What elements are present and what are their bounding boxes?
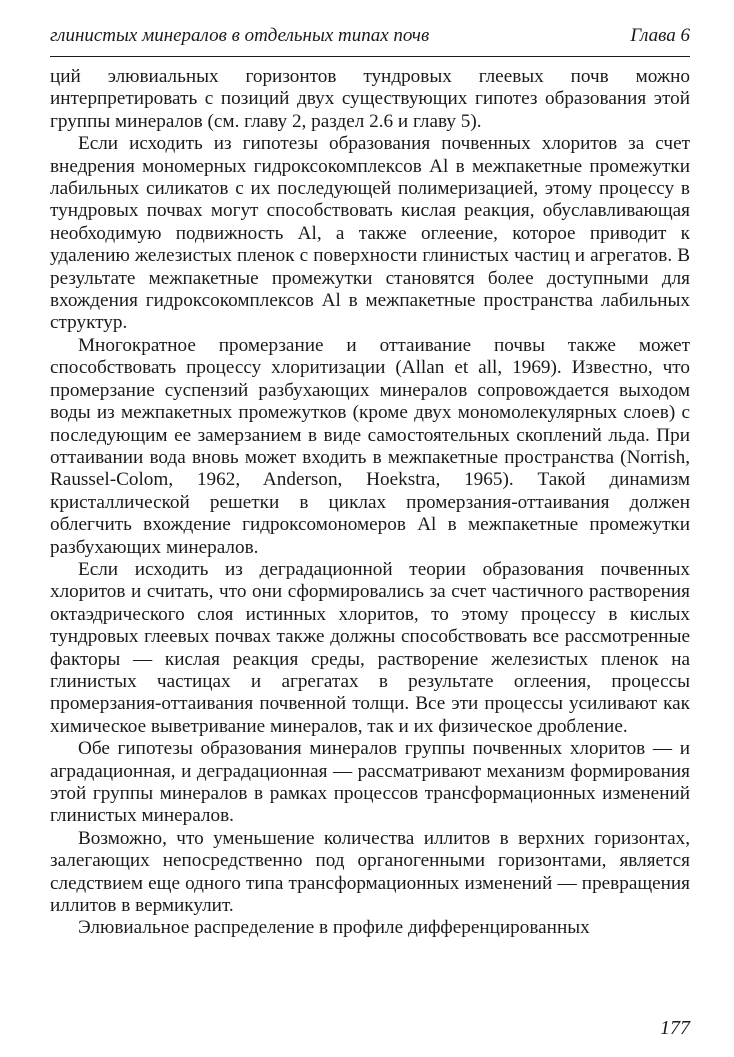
header-rule (50, 56, 690, 57)
paragraph: Если исходить из деградационной теории образования почвенных хлоритов и считать, что они сформировались за счет частичного растворения октаэдрического слоя истинных хлоритов, то этому процессу в кислых тундровых глеевых почвах также должны способствовать все рассмотренные факторы — кислая реакция среды, растворение железистых пленок на глинистых частицах и агрегатах в результате оглеения, процессы промерзания-оттаивания почвенной толщи. Все эти процессы усиливают как химическое выветривание минералов, так и их физическое дробление. (50, 558, 690, 737)
running-header (50, 22, 690, 50)
paragraph: ций элювиальных горизонтов тундровых глеевых почв можно интерпретировать с позиций двух существующих гипотез образования этой группы минералов (см. главу 2, раздел 2.6 и главу 5). (50, 66, 690, 132)
body-text (50, 66, 690, 940)
paragraph: Обе гипотезы образования минералов группы почвенных хлоритов — и аградационная, и деградационная — рассматривают механизм формирования этой группы минералов в рамках процессов трансформационных изменений глинистых минералов. (50, 738, 690, 827)
chapter-label: Глава 6 (630, 25, 690, 46)
page-number: 177 (660, 1017, 690, 1039)
paragraph: Возможно, что уменьшение количества иллитов в верхних горизонтах, залегающих непосредственно под органогенными горизонтами, является следствием еще одного типа трансформационных изменений — превращения иллитов в вермикулит. (50, 827, 690, 917)
paragraph: Если исходить из гипотезы образования почвенных хлоритов за счет внедрения мономерных гидроксокомплексов Al в межпакетные промежутки лабильных силикатов с их последующей полимеризацией, этому процессу в тундровых почвах могут способствовать кислая реакция, обуславливающая необходимую подвижность Al, а также оглеение, которое приводит к удалению железистых пленок с поверхности глинистых частиц и агрегатов. В результате межпакетные промежутки становятся более доступными для вхождения гидроксокомплексов Al в межпакетные пространства лабильных структур. (50, 133, 690, 334)
paragraph: Элювиальное распределение в профиле дифференцированных (78, 917, 590, 939)
running-title: глинистых минералов в отдельных типах почв (50, 25, 430, 46)
paragraph: Многократное промерзание и оттаивание почвы также может способствовать процессу хлоритизации (Allan et all, 1969). Известно, что промерзание суспензий разбухающих минералов сопровождается выходом воды из межпакетных промежутков (кроме двух мономолекулярных слоев) с последующим ее замерзанием в виде самостоятельных скоплений льда. При оттаивании вода вновь может входить в межпакетные пространства (Norrish, Raussel-Colom, 1962, Anderson, Hoekstra, 1965). Такой динамизм кристаллической решетки в циклах промерзания-оттаивания должен облегчить вхождение гидроксомономеров Al в межпакетные промежутки разбухающих минералов. (50, 334, 690, 558)
